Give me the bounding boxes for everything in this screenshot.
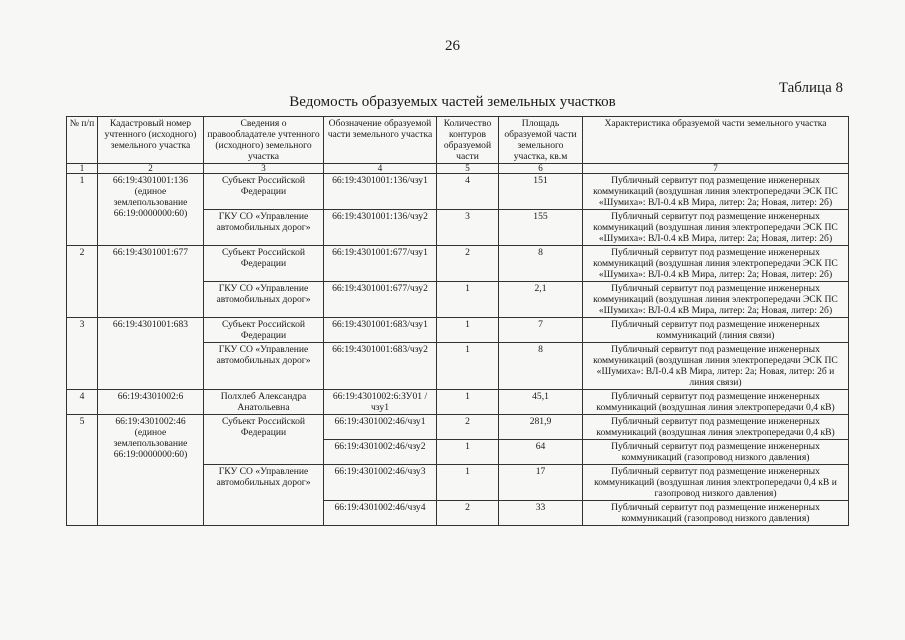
part-description: Публичный сервитут под размещение инженерных коммуникаций (воздушная линия электропередачи 0,4 кВ и газопровод низкого давления): [583, 465, 849, 501]
part-designation: 66:19:4301001:677/чзу2: [324, 282, 437, 318]
cadastral-number: 66:19:4301001:677: [98, 246, 204, 318]
owner-info: Субъект Российской Федерации: [204, 318, 324, 343]
part-designation: 66:19:4301002:46/чзу1: [324, 415, 437, 440]
cadastral-number: 66:19:4301002:6: [98, 390, 204, 415]
part-designation: 66:19:4301002:46/чзу4: [324, 501, 437, 526]
table-row: [67, 174, 849, 210]
row-number: 2: [67, 246, 98, 318]
part-description: Публичный сервитут под размещение инженерных коммуникаций (воздушная линия электропередачи ЭСК ПС «Шумиха»: ВЛ-0.4 кВ Мира, литер: 2а; Новая, литер: 2б и линия связи): [583, 343, 849, 390]
contour-count: 2: [437, 501, 499, 526]
part-description: Публичный сервитут под размещение инженерных коммуникаций (воздушная линия электропередачи ЭСК ПС «Шумиха»: ВЛ-0.4 кВ Мира, литер: 2а; Новая, литер: 2б): [583, 282, 849, 318]
header-row: [67, 117, 849, 164]
owner-info: ГКУ СО «Управление автомобильных дорог»: [204, 210, 324, 246]
owner-info: ГКУ СО «Управление автомобильных дорог»: [204, 343, 324, 390]
part-area: 151: [499, 174, 583, 210]
part-description: Публичный сервитут под размещение инженерных коммуникаций (воздушная линия электропередачи ЭСК ПС «Шумиха»: ВЛ-0.4 кВ Мира, литер: 2а; Новая, литер: 2б): [583, 174, 849, 210]
part-designation: 66:19:4301002:46/чзу3: [324, 465, 437, 501]
contour-count: 2: [437, 415, 499, 440]
column-number: 4: [324, 164, 437, 174]
contour-count: 4: [437, 174, 499, 210]
contour-count: 3: [437, 210, 499, 246]
part-description: Публичный сервитут под размещение инженерных коммуникаций (воздушная линия электропередачи 0,4 кВ): [583, 390, 849, 415]
part-area: 2,1: [499, 282, 583, 318]
header-cell-description: Характеристика образуемой части земельного участка: [583, 117, 849, 164]
part-area: 45,1: [499, 390, 583, 415]
header-cell-contours: Количество контуров образуемой части: [437, 117, 499, 164]
cadastral-number: 66:19:4301001:683: [98, 318, 204, 390]
column-number: 5: [437, 164, 499, 174]
owner-info: Субъект Российской Федерации: [204, 415, 324, 465]
part-description: Публичный сервитут под размещение инженерных коммуникаций (воздушная линия электропередачи 0,4 кВ): [583, 415, 849, 440]
part-designation: 66:19:4301002:46/чзу2: [324, 440, 437, 465]
cadastral-number: 66:19:4301002:46 (единое землепользование 66:19:0000000:60): [98, 415, 204, 526]
part-designation: 66:19:4301001:683/чзу2: [324, 343, 437, 390]
owner-info: Субъект Российской Федерации: [204, 246, 324, 282]
contour-count: 1: [437, 282, 499, 318]
contour-count: 1: [437, 318, 499, 343]
table-row: [67, 246, 849, 282]
cadastral-number: 66:19:4301001:136 (единое землепользование 66:19:0000000:60): [98, 174, 204, 246]
part-area: 8: [499, 246, 583, 282]
column-number: 2: [98, 164, 204, 174]
owner-info: ГКУ СО «Управление автомобильных дорог»: [204, 282, 324, 318]
part-area: 33: [499, 501, 583, 526]
part-designation: 66:19:4301002:6:ЗУ01 /чзу1: [324, 390, 437, 415]
parcels-table: [66, 116, 849, 526]
contour-count: 1: [437, 465, 499, 501]
table-row: [67, 390, 849, 415]
owner-info: Полхлеб Александра Анатольевна: [204, 390, 324, 415]
part-designation: 66:19:4301001:136/чзу2: [324, 210, 437, 246]
part-description: Публичный сервитут под размещение инженерных коммуникаций (воздушная линия электропередачи ЭСК ПС «Шумиха»: ВЛ-0.4 кВ Мира, литер: 2а; Новая, литер: 2б): [583, 210, 849, 246]
header-cell-cadastral: Кадастровый номер учтенного (исходного) земельного участка: [98, 117, 204, 164]
row-number: 5: [67, 415, 98, 526]
row-number: 1: [67, 174, 98, 246]
part-area: 8: [499, 343, 583, 390]
contour-count: 1: [437, 440, 499, 465]
owner-info: ГКУ СО «Управление автомобильных дорог»: [204, 465, 324, 526]
row-number: 3: [67, 318, 98, 390]
part-description: Публичный сервитут под размещение инженерных коммуникаций (линия связи): [583, 318, 849, 343]
header-cell-no: № п/п: [67, 117, 98, 164]
part-area: 281,9: [499, 415, 583, 440]
table-row: [67, 415, 849, 440]
part-description: Публичный сервитут под размещение инженерных коммуникаций (газопровод низкого давления): [583, 440, 849, 465]
column-number: 7: [583, 164, 849, 174]
part-designation: 66:19:4301001:677/чзу1: [324, 246, 437, 282]
column-number: 3: [204, 164, 324, 174]
contour-count: 1: [437, 343, 499, 390]
column-number-row: [67, 164, 849, 174]
table-row: [67, 318, 849, 343]
part-description: Публичный сервитут под размещение инженерных коммуникаций (газопровод низкого давления): [583, 501, 849, 526]
table-caption: Таблица 8: [778, 80, 843, 96]
owner-info: Субъект Российской Федерации: [204, 174, 324, 210]
column-number: 6: [499, 164, 583, 174]
contour-count: 2: [437, 246, 499, 282]
part-area: 155: [499, 210, 583, 246]
header-cell-designation: Обозначение образуемой части земельного участка: [324, 117, 437, 164]
page-number: 26: [445, 38, 460, 54]
part-designation: 66:19:4301001:683/чзу1: [324, 318, 437, 343]
header-cell-owner: Сведения о правообладателе учтенного (исходного) земельного участка: [204, 117, 324, 164]
part-area: 17: [499, 465, 583, 501]
row-number: 4: [67, 390, 98, 415]
column-number: 1: [67, 164, 98, 174]
part-description: Публичный сервитут под размещение инженерных коммуникаций (воздушная линия электропередачи ЭСК ПС «Шумиха»: ВЛ-0.4 кВ Мира, литер: 2а; Новая, литер: 2б): [583, 246, 849, 282]
part-designation: 66:19:4301001:136/чзу1: [324, 174, 437, 210]
contour-count: 1: [437, 390, 499, 415]
part-area: 64: [499, 440, 583, 465]
header-cell-area: Площадь образуемой части земельного участка, кв.м: [499, 117, 583, 164]
part-area: 7: [499, 318, 583, 343]
document-title: Ведомость образуемых частей земельных участков: [289, 94, 616, 110]
